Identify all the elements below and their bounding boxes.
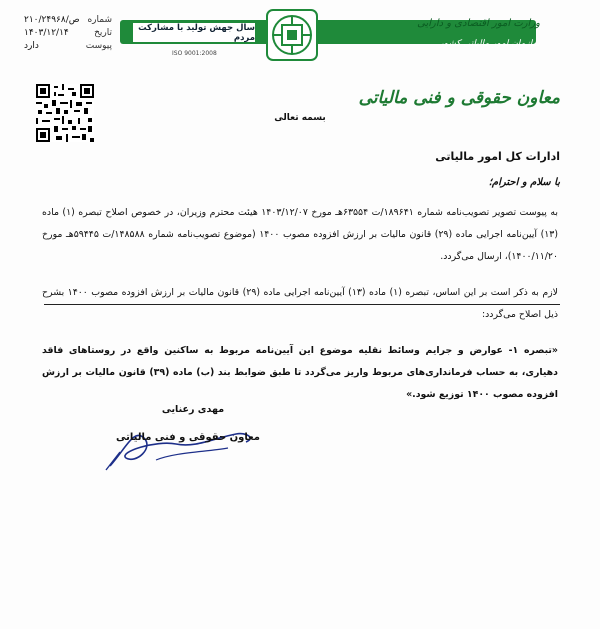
department-title: معاون حقوقی و فنی مالیاتی bbox=[358, 88, 560, 108]
body-paragraph-1: به پیوست تصویر تصویب‌نامه شماره ۱۸۹۶۴۱/ت ۶۳۵۵۴هـ مورخ ۱۴۰۳/۱۲/۰۷ هیئت محترم وزیران، در خصوص اصلاح تبصره (۱) ماده (۱۳) آیین‌نامه اجرایی ماده (۲۹) قانون مالیات بر ارزش افزوده مصوب ۱۴۰۰ (موضوع تصویب‌نامه شماره ۱۴۸۵۸۸/ت ۵۹۴۴۵هـ مورخ ۱۴۰۰/۱۱/۲۰)، ارسال می‌گردد. bbox=[42, 207, 558, 262]
meta-attachment-row bbox=[24, 40, 112, 53]
amendment-text: «تبصره ۱- عوارض و جرایم وسائط نقلیه موضوع این آیین‌نامه مربوط به ساکنین واقع در روستاهای فاقد دهیاری، به حساب فرمانداری‌های مربوط واریز می‌گردد تا طبق ضوابط بند (ب) ماده (۳۹) قانون مالیات بر ارزش افزوده مصوب ۱۴۰۰ توزیع شود.» bbox=[42, 345, 558, 400]
ministry-name bbox=[370, 14, 540, 54]
meta-number-label: شماره bbox=[87, 15, 112, 25]
body-paragraph-2: لازم به ذکر است بر این اساس، تبصره (۱) ماده (۱۳) آیین‌نامه اجرایی ماده (۲۹) قانون مالیات بر ارزش افزوده مصوب ۱۴۰۰ بشرح ذیل اصلاح می‌گردد: bbox=[42, 287, 558, 320]
meta-attachment-label: پیوست bbox=[85, 41, 112, 51]
greeting: با سلام و احترام؛ bbox=[488, 177, 560, 188]
meta-attachment-value: دارد bbox=[24, 41, 39, 51]
addressee: ادارات کل امور مالیاتی bbox=[435, 150, 560, 163]
ministry-line-1: وزارت امور اقتصادی و دارایی bbox=[417, 18, 540, 29]
meta-date-label: تاریخ bbox=[94, 28, 112, 38]
ministry-line-2: سازمان امور مالیاتی کشور bbox=[439, 39, 540, 49]
qr-code-icon bbox=[36, 84, 94, 142]
meta-date-row bbox=[24, 27, 112, 40]
year-slogan: سال جهش تولید با مشارکت مردم bbox=[132, 22, 256, 43]
meta-number-row bbox=[24, 14, 112, 27]
basmala: بسمه تعالی bbox=[274, 113, 326, 123]
meta-date-value: ۱۴۰۳/۱۲/۱۴ bbox=[24, 28, 69, 38]
signatory-title: معاون حقوقی و فنی مالیاتی bbox=[116, 432, 260, 443]
iso-label: ISO 9001:2008 bbox=[172, 50, 217, 57]
meta-number-value: ۲۱۰/۲۴۹۶۸/ص bbox=[24, 15, 80, 25]
handwritten-signature-icon bbox=[96, 408, 266, 478]
letter-meta bbox=[24, 14, 112, 53]
tax-organization-emblem-icon bbox=[265, 8, 319, 62]
signatory-name: مهدی رعنایی bbox=[161, 404, 225, 415]
